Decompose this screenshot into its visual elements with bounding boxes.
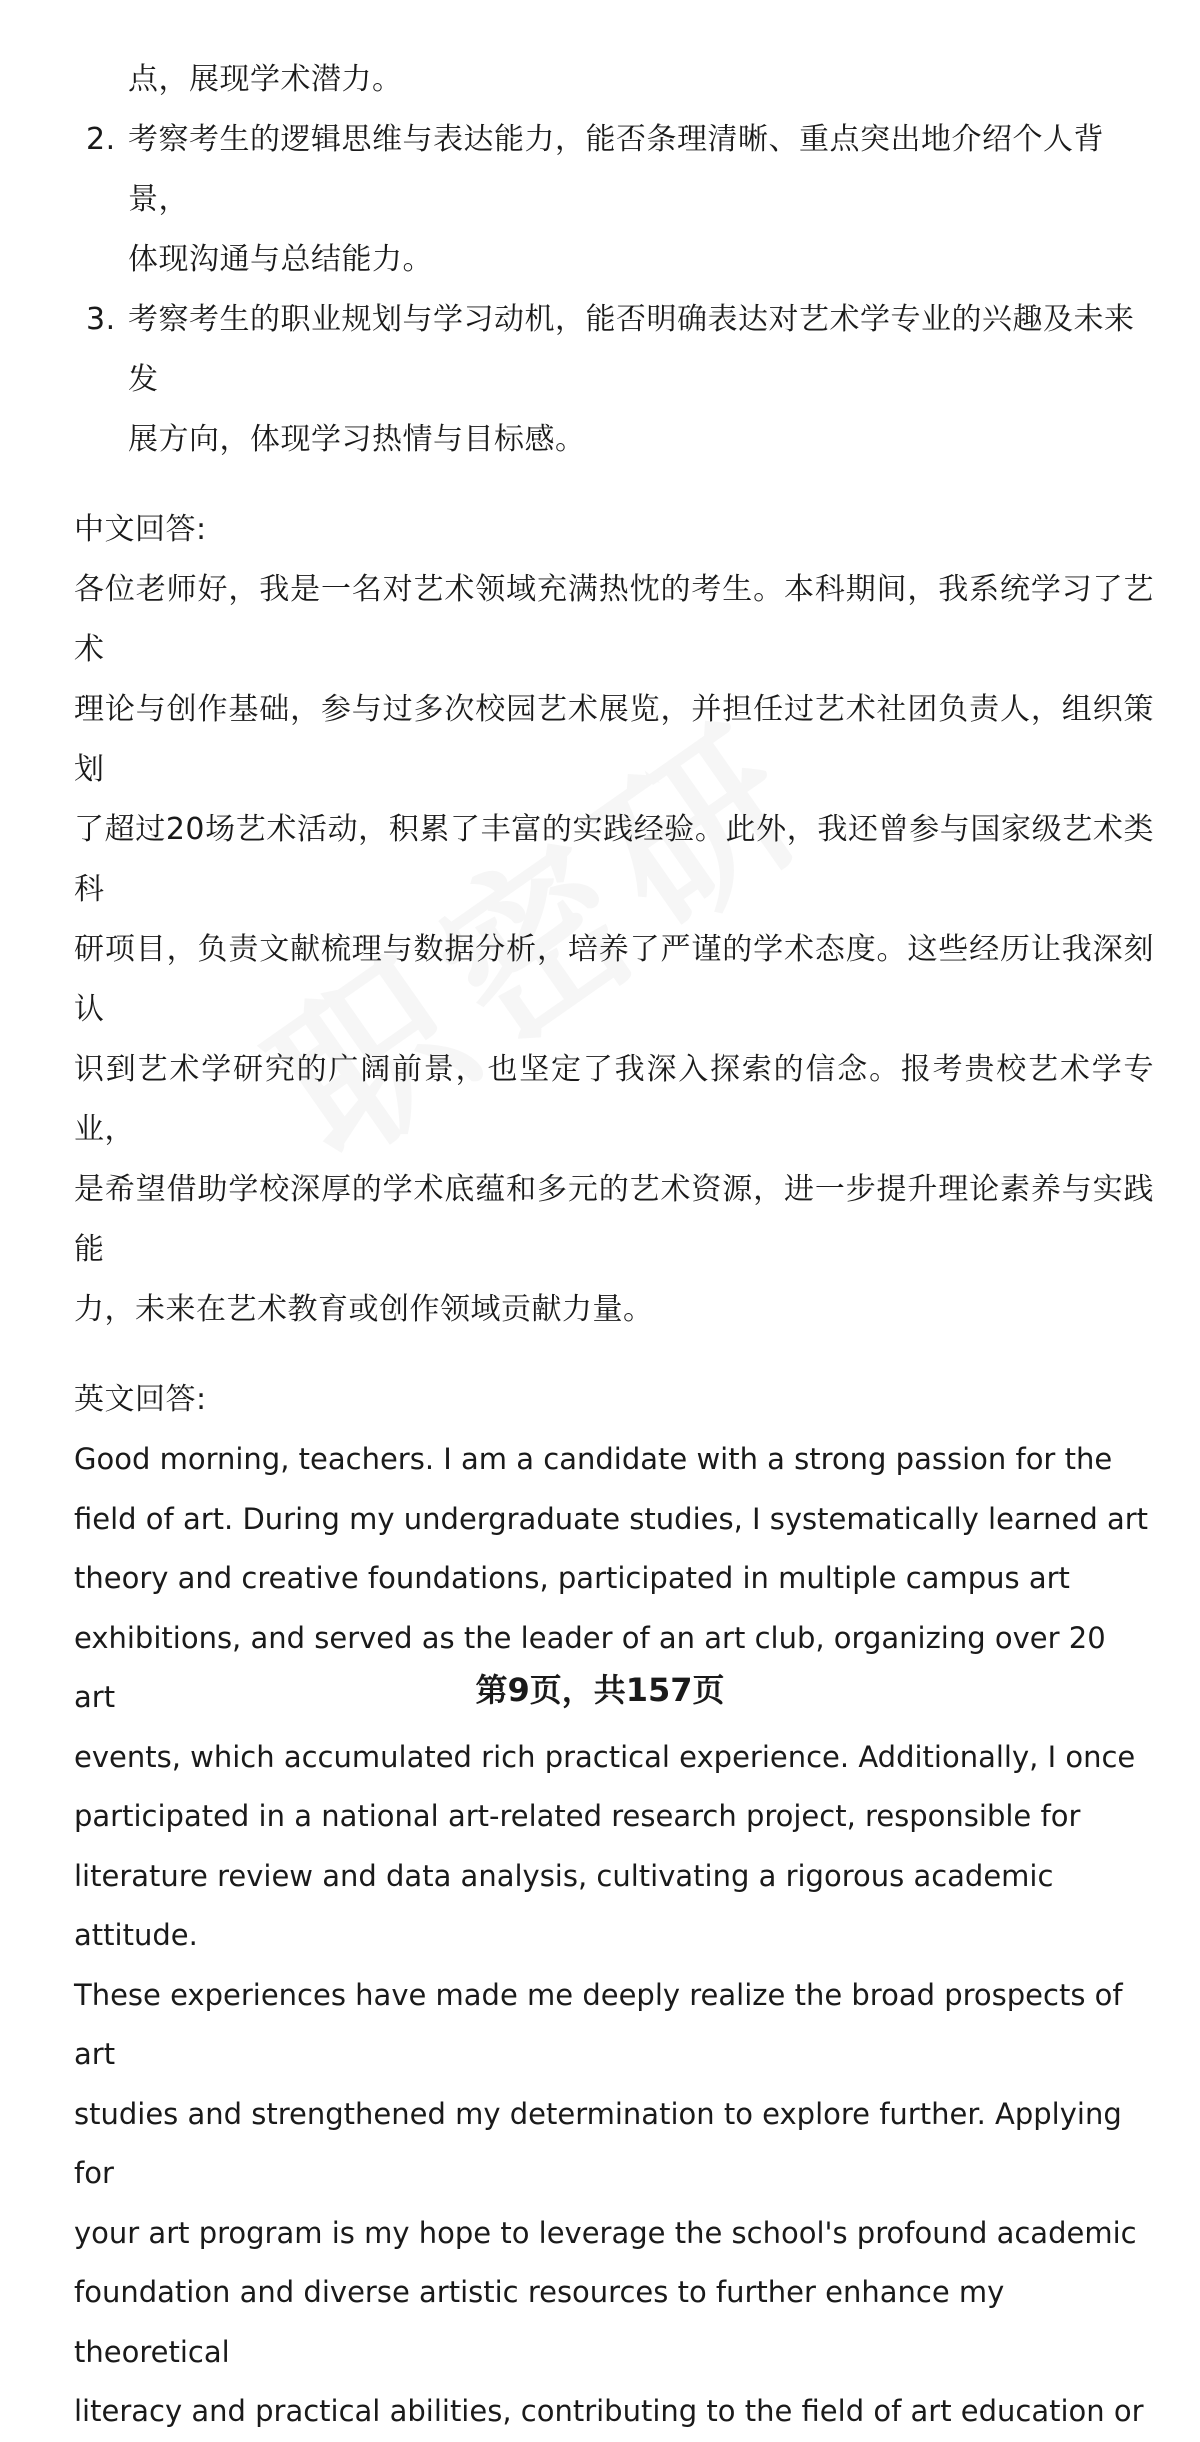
paragraph-line: studies and strengthened my determination to explore further. Applying for (74, 2096, 1122, 2190)
chinese-answer-paragraph (74, 560, 1154, 1340)
paragraph-line: 各位老师好，我是一名对艺术领域充满热忱的考生。本科期间，我系统学习了艺术 (74, 572, 1154, 667)
list-item-line: 考察考生的职业规划与学习动机，能否明确表达对艺术学专业的兴趣及未来发 (128, 302, 1135, 397)
paragraph-line: participated in a national art-related research project, responsible for (74, 1799, 1081, 1833)
paragraph-line: 理论与创作基础，参与过多次校园艺术展览，并担任过艺术社团负责人，组织策划 (74, 692, 1154, 787)
english-answer-label: 英文回答: (74, 1382, 207, 1417)
paragraph-line: 识到艺术学研究的广阔前景，也坚定了我深入探索的信念。报考贵校艺术学专业， (74, 1052, 1154, 1147)
paragraph-line: literature review and data analysis, cultivating a rigorous academic attitude. (74, 1858, 1054, 1952)
chinese-answer-label: 中文回答: (74, 512, 207, 547)
paragraph-line: These experiences have made me deeply realize the broad prospects of art (74, 1977, 1123, 2071)
paragraph-line: your art program is my hope to leverage the school's profound academic (74, 2215, 1137, 2250)
paragraph-line: field of art. During my undergraduate studies, I systematically learned art (74, 1501, 1149, 1536)
paragraph-line: 研项目，负责文献梳理与数据分析，培养了严谨的学术态度。这些经历让我深刻认 (74, 932, 1154, 1027)
paragraph-line: theory and creative foundations, participated in multiple campus art (74, 1561, 1070, 1595)
paragraph-line: 了超过20场艺术活动，积累了丰富的实践经验。此外，我还曾参与国家级艺术类科 (74, 812, 1154, 907)
list-item-number: 3. (86, 302, 116, 337)
list-item-line: 考察考生的逻辑思维与表达能力，能否条理清晰、重点突出地介绍个人背景， (128, 122, 1104, 217)
list-item-text (128, 290, 1154, 470)
list-item-number: 2. (86, 122, 116, 157)
paragraph-line: exhibitions, and served as the leader of an art club, organizing over 20 art (74, 1620, 1106, 1714)
paragraph-line: events, which accumulated rich practical experience. Additionally, I once (74, 1739, 1136, 1774)
list-item (74, 290, 1154, 470)
english-answer-paragraph (74, 1430, 1154, 2442)
paragraph-line: literacy and practical abilities, contributing to the field of art education or (74, 2394, 1144, 2428)
list-item-continuation: 点，展现学术潜力。 (128, 62, 403, 97)
evaluation-points-list (74, 50, 1154, 470)
page-number-footer: 第9页，共157页 (475, 1671, 725, 1709)
list-item-text (128, 110, 1154, 290)
paragraph-line: 力，未来在艺术教育或创作领域贡献力量。 (74, 1292, 654, 1327)
list-item (74, 110, 1154, 290)
paragraph-line: foundation and diverse artistic resources to further enhance my theoretical (74, 2275, 1005, 2369)
list-item-line: 体现沟通与总结能力。 (128, 242, 433, 277)
list-item-line: 展方向，体现学习热情与目标感。 (128, 422, 586, 457)
content-area (74, 50, 1154, 2442)
paragraph-line: Good morning, teachers. I am a candidate with a strong passion for the (74, 1442, 1113, 1476)
paragraph-line: 是希望借助学校深厚的学术底蕴和多元的艺术资源，进一步提升理论素养与实践能 (74, 1172, 1154, 1267)
